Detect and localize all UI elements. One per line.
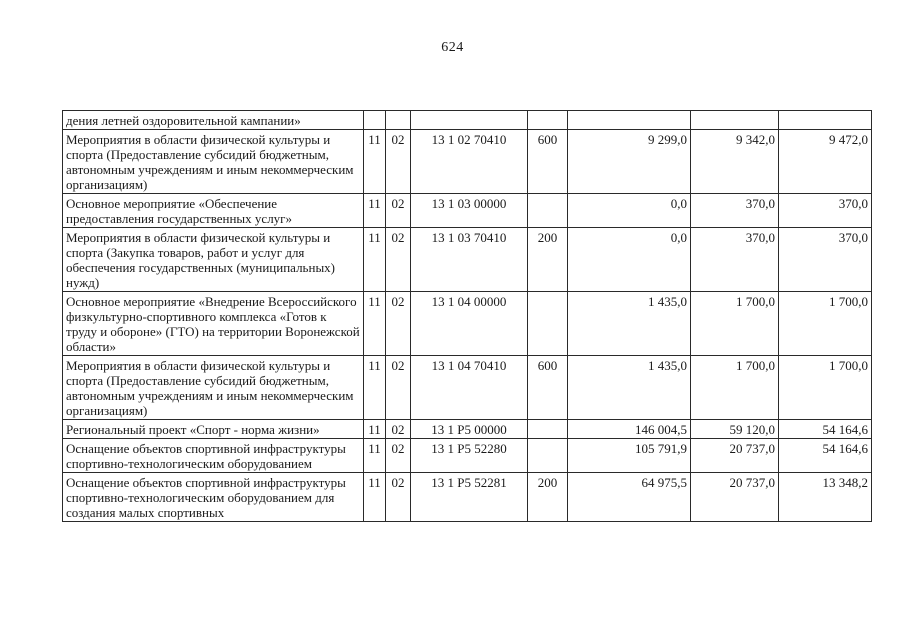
cell-expense-type: 200 bbox=[528, 228, 568, 292]
cell-section: 11 bbox=[364, 356, 386, 420]
cell-target-article: 13 1 04 00000 bbox=[411, 292, 528, 356]
table-row bbox=[63, 111, 872, 130]
cell-target-article: 13 1 P5 52280 bbox=[411, 439, 528, 473]
cell-section bbox=[364, 111, 386, 130]
cell-amount-2: 59 120,0 bbox=[691, 420, 779, 439]
table-row bbox=[63, 194, 872, 228]
cell-subsection: 02 bbox=[386, 292, 411, 356]
cell-amount-3: 9 472,0 bbox=[779, 130, 872, 194]
cell-name: Основное мероприятие «Обеспечение предоставления государственных услуг» bbox=[63, 194, 364, 228]
cell-subsection: 02 bbox=[386, 228, 411, 292]
table-row bbox=[63, 473, 872, 522]
cell-subsection: 02 bbox=[386, 194, 411, 228]
cell-amount-3 bbox=[779, 111, 872, 130]
cell-target-article: 13 1 03 00000 bbox=[411, 194, 528, 228]
cell-section: 11 bbox=[364, 420, 386, 439]
cell-amount-1: 105 791,9 bbox=[568, 439, 691, 473]
cell-section: 11 bbox=[364, 473, 386, 522]
cell-amount-2 bbox=[691, 111, 779, 130]
cell-amount-1: 1 435,0 bbox=[568, 292, 691, 356]
cell-expense-type: 200 bbox=[528, 473, 568, 522]
cell-expense-type bbox=[528, 194, 568, 228]
page-number: 624 bbox=[441, 40, 464, 55]
table-row bbox=[63, 292, 872, 356]
cell-amount-1: 146 004,5 bbox=[568, 420, 691, 439]
cell-expense-type bbox=[528, 292, 568, 356]
cell-amount-2: 20 737,0 bbox=[691, 439, 779, 473]
cell-section: 11 bbox=[364, 130, 386, 194]
cell-target-article: 13 1 04 70410 bbox=[411, 356, 528, 420]
table-row bbox=[63, 228, 872, 292]
budget-table bbox=[62, 110, 872, 522]
cell-subsection: 02 bbox=[386, 439, 411, 473]
cell-target-article: 13 1 P5 52281 bbox=[411, 473, 528, 522]
table-row bbox=[63, 439, 872, 473]
cell-amount-3: 370,0 bbox=[779, 194, 872, 228]
cell-amount-2: 370,0 bbox=[691, 228, 779, 292]
table-row bbox=[63, 356, 872, 420]
cell-section: 11 bbox=[364, 228, 386, 292]
cell-amount-3: 13 348,2 bbox=[779, 473, 872, 522]
cell-amount-3: 1 700,0 bbox=[779, 292, 872, 356]
cell-amount-2: 1 700,0 bbox=[691, 292, 779, 356]
cell-amount-3: 370,0 bbox=[779, 228, 872, 292]
cell-target-article: 13 1 03 70410 bbox=[411, 228, 528, 292]
cell-expense-type bbox=[528, 420, 568, 439]
cell-name: Мероприятия в области физической культуры и спорта (Предоставление субсидий бюджетным, автономным учреждениям и иным некоммерческим организациям) bbox=[63, 130, 364, 194]
cell-name: Оснащение объектов спортивной инфраструктуры спортивно-технологическим оборудованием bbox=[63, 439, 364, 473]
cell-expense-type: 600 bbox=[528, 130, 568, 194]
cell-name: Основное мероприятие «Внедрение Всероссийского физкультурно-спортивного комплекса «Готов к труду и обороне» (ГТО) на территории Воронежской области» bbox=[63, 292, 364, 356]
cell-name: Оснащение объектов спортивной инфраструктуры спортивно-технологическим оборудованием для создания малых спортивных bbox=[63, 473, 364, 522]
cell-amount-3: 1 700,0 bbox=[779, 356, 872, 420]
cell-subsection: 02 bbox=[386, 356, 411, 420]
cell-amount-3: 54 164,6 bbox=[779, 439, 872, 473]
cell-amount-1: 0,0 bbox=[568, 228, 691, 292]
cell-section: 11 bbox=[364, 292, 386, 356]
cell-expense-type: 600 bbox=[528, 356, 568, 420]
cell-amount-3: 54 164,6 bbox=[779, 420, 872, 439]
cell-amount-2: 370,0 bbox=[691, 194, 779, 228]
cell-subsection: 02 bbox=[386, 130, 411, 194]
cell-amount-1: 0,0 bbox=[568, 194, 691, 228]
cell-name: дения летней оздоровительной кампании» bbox=[63, 111, 364, 130]
cell-amount-2: 9 342,0 bbox=[691, 130, 779, 194]
cell-amount-2: 20 737,0 bbox=[691, 473, 779, 522]
cell-subsection: 02 bbox=[386, 473, 411, 522]
cell-section: 11 bbox=[364, 194, 386, 228]
table-row bbox=[63, 420, 872, 439]
cell-section: 11 bbox=[364, 439, 386, 473]
cell-target-article bbox=[411, 111, 528, 130]
cell-name: Мероприятия в области физической культуры и спорта (Предоставление субсидий бюджетным, автономным учреждениям и иным некоммерческим организациям) bbox=[63, 356, 364, 420]
cell-name: Региональный проект «Спорт - норма жизни» bbox=[63, 420, 364, 439]
cell-amount-1: 64 975,5 bbox=[568, 473, 691, 522]
cell-amount-1: 1 435,0 bbox=[568, 356, 691, 420]
cell-expense-type bbox=[528, 111, 568, 130]
cell-expense-type bbox=[528, 439, 568, 473]
cell-amount-1 bbox=[568, 111, 691, 130]
table-row bbox=[63, 130, 872, 194]
cell-subsection bbox=[386, 111, 411, 130]
cell-amount-1: 9 299,0 bbox=[568, 130, 691, 194]
cell-target-article: 13 1 02 70410 bbox=[411, 130, 528, 194]
cell-subsection: 02 bbox=[386, 420, 411, 439]
cell-amount-2: 1 700,0 bbox=[691, 356, 779, 420]
cell-target-article: 13 1 P5 00000 bbox=[411, 420, 528, 439]
cell-name: Мероприятия в области физической культуры и спорта (Закупка товаров, работ и услуг для обеспечения государственных (муниципальных) нужд) bbox=[63, 228, 364, 292]
